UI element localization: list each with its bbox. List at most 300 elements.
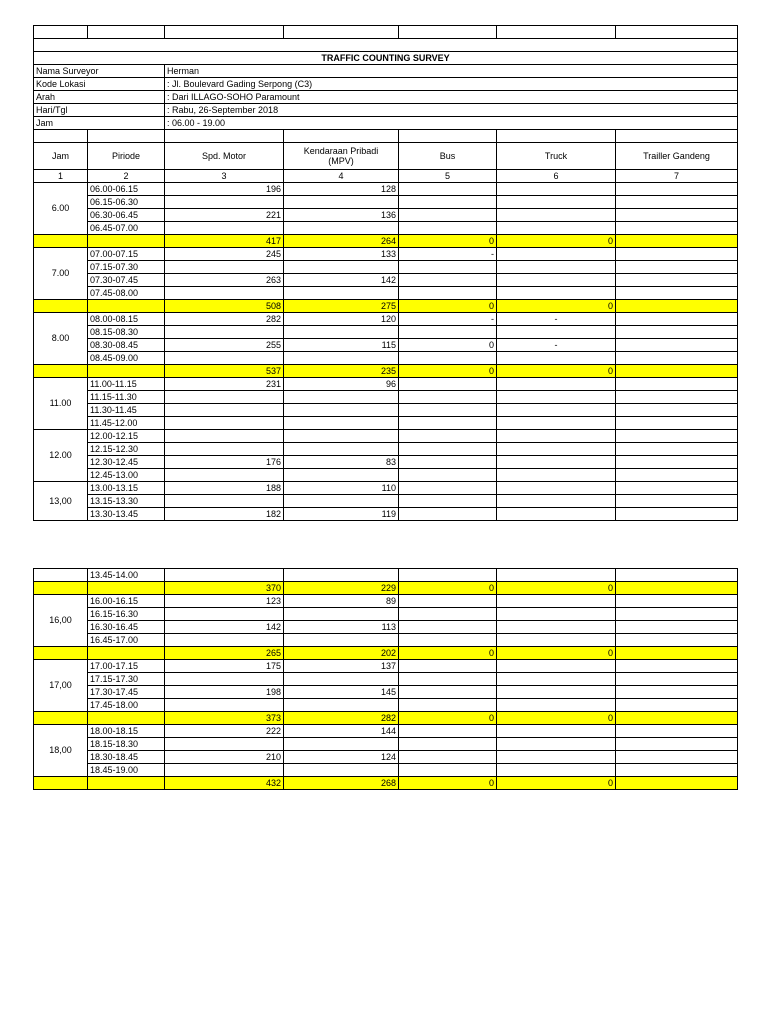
subtotal-row xyxy=(34,712,738,725)
table-row xyxy=(34,326,738,339)
traffic-survey-table-page-2 xyxy=(33,568,738,790)
table-row xyxy=(34,660,738,673)
subtotal-period-cell xyxy=(88,777,165,790)
bus-cell xyxy=(399,183,497,196)
table-row xyxy=(34,699,738,712)
truck-cell xyxy=(497,634,616,647)
trailler-cell xyxy=(616,391,738,404)
period-cell: 07.00-07.15 xyxy=(88,248,165,261)
column-number: 3 xyxy=(165,170,284,183)
period-cell: 13.45-14.00 xyxy=(88,569,165,582)
period-cell: 12.30-12.45 xyxy=(88,456,165,469)
table-row xyxy=(34,634,738,647)
column-number: 4 xyxy=(284,170,399,183)
subtotal-value: 0 xyxy=(399,712,497,725)
trailler-cell xyxy=(616,339,738,352)
info-value: : 06.00 - 19.00 xyxy=(165,117,738,130)
period-cell: 08.45-09.00 xyxy=(88,352,165,365)
truck-cell xyxy=(497,699,616,712)
spd-motor-cell: 282 xyxy=(165,313,284,326)
bus-cell xyxy=(399,608,497,621)
truck-cell xyxy=(497,764,616,777)
truck-cell xyxy=(497,209,616,222)
truck-cell xyxy=(497,608,616,621)
period-cell: 08.15-08.30 xyxy=(88,326,165,339)
table-row xyxy=(34,725,738,738)
table-row xyxy=(34,378,738,391)
jam-cell: 7.00 xyxy=(34,248,88,300)
mpv-cell xyxy=(284,287,399,300)
table-row xyxy=(34,764,738,777)
subtotal-value: 0 xyxy=(497,300,616,313)
subtotal-jam-cell xyxy=(34,777,88,790)
subtotal-value xyxy=(616,365,738,378)
mpv-cell xyxy=(284,391,399,404)
subtotal-value: 0 xyxy=(399,582,497,595)
table-row xyxy=(34,608,738,621)
period-cell: 17.45-18.00 xyxy=(88,699,165,712)
trailler-cell xyxy=(616,443,738,456)
bus-cell xyxy=(399,495,497,508)
column-header: Jam xyxy=(34,143,88,170)
truck-cell xyxy=(497,443,616,456)
trailler-cell xyxy=(616,508,738,521)
table-row xyxy=(34,443,738,456)
period-cell: 07.30-07.45 xyxy=(88,274,165,287)
trailler-cell xyxy=(616,183,738,196)
spd-motor-cell: 196 xyxy=(165,183,284,196)
truck-cell xyxy=(497,430,616,443)
period-cell: 17.30-17.45 xyxy=(88,686,165,699)
table-row xyxy=(34,196,738,209)
subtotal-value: 508 xyxy=(165,300,284,313)
mpv-cell: 144 xyxy=(284,725,399,738)
table-row xyxy=(34,391,738,404)
period-cell: 08.00-08.15 xyxy=(88,313,165,326)
truck-cell xyxy=(497,595,616,608)
trailler-cell xyxy=(616,673,738,686)
bus-cell xyxy=(399,287,497,300)
column-header: Trailler Gandeng xyxy=(616,143,738,170)
bus-cell xyxy=(399,222,497,235)
period-cell: 18.00-18.15 xyxy=(88,725,165,738)
column-number: 5 xyxy=(399,170,497,183)
truck-cell xyxy=(497,621,616,634)
spd-motor-cell: 231 xyxy=(165,378,284,391)
info-row xyxy=(34,104,738,117)
truck-cell xyxy=(497,326,616,339)
trailler-cell xyxy=(616,686,738,699)
bus-cell xyxy=(399,209,497,222)
table-row xyxy=(34,287,738,300)
column-number: 2 xyxy=(88,170,165,183)
spd-motor-cell xyxy=(165,430,284,443)
subtotal-value xyxy=(616,582,738,595)
subtotal-value: 0 xyxy=(399,235,497,248)
bus-cell xyxy=(399,196,497,209)
bus-cell xyxy=(399,378,497,391)
spd-motor-cell xyxy=(165,404,284,417)
jam-cell: 17,00 xyxy=(34,660,88,712)
spd-motor-cell xyxy=(165,469,284,482)
table-row xyxy=(34,751,738,764)
table-row xyxy=(34,313,738,326)
truck-cell: - xyxy=(497,339,616,352)
subtotal-value: 0 xyxy=(399,365,497,378)
trailler-cell xyxy=(616,725,738,738)
truck-cell xyxy=(497,738,616,751)
subtotal-value: 275 xyxy=(284,300,399,313)
period-cell: 11.30-11.45 xyxy=(88,404,165,417)
subtotal-value: 268 xyxy=(284,777,399,790)
truck-cell xyxy=(497,404,616,417)
trailler-cell xyxy=(616,404,738,417)
bus-cell xyxy=(399,738,497,751)
truck-cell xyxy=(497,352,616,365)
spd-motor-cell xyxy=(165,738,284,751)
info-value: Herman xyxy=(165,65,738,78)
subtotal-value: 0 xyxy=(399,300,497,313)
spd-motor-cell: 188 xyxy=(165,482,284,495)
subtotal-value: 432 xyxy=(165,777,284,790)
mpv-cell: 142 xyxy=(284,274,399,287)
subtotal-jam-cell xyxy=(34,647,88,660)
period-cell: 08.30-08.45 xyxy=(88,339,165,352)
truck-cell xyxy=(497,456,616,469)
trailler-cell xyxy=(616,608,738,621)
truck-cell xyxy=(497,261,616,274)
jam-cell: 12.00 xyxy=(34,430,88,482)
mpv-cell xyxy=(284,352,399,365)
info-value: : Jl. Boulevard Gading Serpong (C3) xyxy=(165,78,738,91)
spd-motor-cell xyxy=(165,764,284,777)
info-label: Hari/Tgl xyxy=(34,104,165,117)
mpv-cell: 119 xyxy=(284,508,399,521)
subtotal-row xyxy=(34,647,738,660)
table-row xyxy=(34,569,738,582)
period-cell: 13.15-13.30 xyxy=(88,495,165,508)
spd-motor-cell xyxy=(165,673,284,686)
spd-motor-cell: 182 xyxy=(165,508,284,521)
bus-cell xyxy=(399,443,497,456)
bus-cell xyxy=(399,326,497,339)
period-cell: 11.15-11.30 xyxy=(88,391,165,404)
bus-cell xyxy=(399,482,497,495)
mpv-cell: 120 xyxy=(284,313,399,326)
subtotal-value: 0 xyxy=(497,582,616,595)
truck-cell xyxy=(497,274,616,287)
spd-motor-cell: 123 xyxy=(165,595,284,608)
spd-motor-cell xyxy=(165,287,284,300)
bus-cell xyxy=(399,508,497,521)
period-cell: 18.30-18.45 xyxy=(88,751,165,764)
table-row xyxy=(34,274,738,287)
subtotal-jam-cell xyxy=(34,300,88,313)
subtotal-period-cell xyxy=(88,712,165,725)
info-value: : Dari ILLAGO-SOHO Paramount xyxy=(165,91,738,104)
period-cell: 06.30-06.45 xyxy=(88,209,165,222)
table-row xyxy=(34,738,738,751)
truck-cell xyxy=(497,751,616,764)
spd-motor-cell xyxy=(165,196,284,209)
table-row xyxy=(34,248,738,261)
subtotal-period-cell xyxy=(88,582,165,595)
period-cell: 16.00-16.15 xyxy=(88,595,165,608)
info-label: Nama Surveyor xyxy=(34,65,165,78)
period-cell: 07.15-07.30 xyxy=(88,261,165,274)
trailler-cell xyxy=(616,595,738,608)
trailler-cell xyxy=(616,699,738,712)
period-cell: 17.00-17.15 xyxy=(88,660,165,673)
period-cell: 06.00-06.15 xyxy=(88,183,165,196)
info-row xyxy=(34,78,738,91)
subtotal-value xyxy=(616,300,738,313)
spd-motor-cell xyxy=(165,443,284,456)
truck-cell xyxy=(497,508,616,521)
period-cell: 06.15-06.30 xyxy=(88,196,165,209)
subtotal-row xyxy=(34,300,738,313)
period-cell: 07.45-08.00 xyxy=(88,287,165,300)
blank-row xyxy=(34,39,738,52)
truck-cell xyxy=(497,660,616,673)
mpv-cell xyxy=(284,326,399,339)
period-cell: 06.45-07.00 xyxy=(88,222,165,235)
table-row xyxy=(34,508,738,521)
period-cell: 16.30-16.45 xyxy=(88,621,165,634)
subtotal-value: 0 xyxy=(399,647,497,660)
info-row xyxy=(34,65,738,78)
spd-motor-cell xyxy=(165,634,284,647)
period-cell: 12.15-12.30 xyxy=(88,443,165,456)
trailler-cell xyxy=(616,287,738,300)
subtotal-value: 370 xyxy=(165,582,284,595)
bus-cell xyxy=(399,417,497,430)
mpv-cell xyxy=(284,699,399,712)
spd-motor-cell: 255 xyxy=(165,339,284,352)
column-header-row xyxy=(34,143,738,170)
spd-motor-cell: 263 xyxy=(165,274,284,287)
bus-cell xyxy=(399,621,497,634)
period-cell: 17.15-17.30 xyxy=(88,673,165,686)
trailler-cell xyxy=(616,569,738,582)
jam-cell: 18,00 xyxy=(34,725,88,777)
mpv-cell: 137 xyxy=(284,660,399,673)
bus-cell xyxy=(399,673,497,686)
trailler-cell xyxy=(616,621,738,634)
subtotal-period-cell xyxy=(88,235,165,248)
table-row xyxy=(34,469,738,482)
mpv-cell xyxy=(284,469,399,482)
subtotal-value: 537 xyxy=(165,365,284,378)
info-value: : Rabu, 26-September 2018 xyxy=(165,104,738,117)
table-row xyxy=(34,430,738,443)
subtotal-period-cell xyxy=(88,647,165,660)
bus-cell xyxy=(399,274,497,287)
mpv-cell: 124 xyxy=(284,751,399,764)
table-row xyxy=(34,404,738,417)
bus-cell xyxy=(399,686,497,699)
info-row xyxy=(34,117,738,130)
trailler-cell xyxy=(616,469,738,482)
spd-motor-cell xyxy=(165,608,284,621)
subtotal-value: 229 xyxy=(284,582,399,595)
info-row xyxy=(34,91,738,104)
trailler-cell xyxy=(616,326,738,339)
jam-cell: 8.00 xyxy=(34,313,88,365)
mpv-cell xyxy=(284,673,399,686)
mpv-cell: 115 xyxy=(284,339,399,352)
truck-cell xyxy=(497,725,616,738)
trailler-cell xyxy=(616,313,738,326)
mpv-cell: 133 xyxy=(284,248,399,261)
spd-motor-cell: 142 xyxy=(165,621,284,634)
jam-cell: 16,00 xyxy=(34,595,88,647)
period-cell: 13.30-13.45 xyxy=(88,508,165,521)
bus-cell xyxy=(399,569,497,582)
spd-motor-cell: 198 xyxy=(165,686,284,699)
truck-cell xyxy=(497,287,616,300)
mpv-cell xyxy=(284,634,399,647)
column-number: 7 xyxy=(616,170,738,183)
mpv-cell: 96 xyxy=(284,378,399,391)
bus-cell xyxy=(399,764,497,777)
subtotal-value: 264 xyxy=(284,235,399,248)
mpv-cell: 136 xyxy=(284,209,399,222)
subtotal-value: 0 xyxy=(497,712,616,725)
mpv-cell xyxy=(284,495,399,508)
subtotal-value: 265 xyxy=(165,647,284,660)
bus-cell xyxy=(399,469,497,482)
trailler-cell xyxy=(616,378,738,391)
survey-title: TRAFFIC COUNTING SURVEY xyxy=(34,52,738,65)
table-row xyxy=(34,686,738,699)
truck-cell: - xyxy=(497,313,616,326)
table-row xyxy=(34,339,738,352)
bus-cell xyxy=(399,391,497,404)
mpv-cell xyxy=(284,443,399,456)
spd-motor-cell xyxy=(165,495,284,508)
bus-cell xyxy=(399,699,497,712)
truck-cell xyxy=(497,686,616,699)
subtotal-row xyxy=(34,777,738,790)
trailler-cell xyxy=(616,261,738,274)
mpv-cell xyxy=(284,569,399,582)
period-cell: 12.45-13.00 xyxy=(88,469,165,482)
spd-motor-cell xyxy=(165,352,284,365)
table-row xyxy=(34,595,738,608)
trailler-cell xyxy=(616,417,738,430)
table-row xyxy=(34,222,738,235)
blank-row xyxy=(34,130,738,143)
table-row xyxy=(34,183,738,196)
truck-cell xyxy=(497,248,616,261)
period-cell: 16.15-16.30 xyxy=(88,608,165,621)
truck-cell xyxy=(497,196,616,209)
mpv-cell: 145 xyxy=(284,686,399,699)
jam-cell: 6.00 xyxy=(34,183,88,235)
column-number: 6 xyxy=(497,170,616,183)
title-row xyxy=(34,52,738,65)
subtotal-value: 202 xyxy=(284,647,399,660)
subtotal-row xyxy=(34,235,738,248)
spd-motor-cell xyxy=(165,261,284,274)
period-cell: 18.15-18.30 xyxy=(88,738,165,751)
period-cell: 11.45-12.00 xyxy=(88,417,165,430)
truck-cell xyxy=(497,482,616,495)
truck-cell xyxy=(497,378,616,391)
blank-top-row xyxy=(34,26,738,39)
spd-motor-cell xyxy=(165,222,284,235)
spd-motor-cell: 176 xyxy=(165,456,284,469)
spd-motor-cell xyxy=(165,569,284,582)
subtotal-value: 0 xyxy=(399,777,497,790)
mpv-cell xyxy=(284,261,399,274)
truck-cell xyxy=(497,417,616,430)
subtotal-value: 373 xyxy=(165,712,284,725)
trailler-cell xyxy=(616,196,738,209)
truck-cell xyxy=(497,469,616,482)
truck-cell xyxy=(497,495,616,508)
jam-cell: 13,00 xyxy=(34,482,88,521)
subtotal-row xyxy=(34,365,738,378)
period-cell: 13.00-13.15 xyxy=(88,482,165,495)
jam-cell: 11.00 xyxy=(34,378,88,430)
jam-cell xyxy=(34,569,88,582)
table-row xyxy=(34,261,738,274)
info-label: Arah xyxy=(34,91,165,104)
subtotal-value: 0 xyxy=(497,235,616,248)
bus-cell xyxy=(399,352,497,365)
mpv-cell: 128 xyxy=(284,183,399,196)
table-row xyxy=(34,352,738,365)
mpv-cell xyxy=(284,196,399,209)
bus-cell xyxy=(399,456,497,469)
traffic-survey-table-page-1 xyxy=(33,25,738,521)
info-label: Jam xyxy=(34,117,165,130)
table-row xyxy=(34,209,738,222)
column-number-row xyxy=(34,170,738,183)
subtotal-jam-cell xyxy=(34,365,88,378)
mpv-cell xyxy=(284,430,399,443)
trailler-cell xyxy=(616,660,738,673)
bus-cell xyxy=(399,261,497,274)
trailler-cell xyxy=(616,764,738,777)
subtotal-value xyxy=(616,235,738,248)
bus-cell: - xyxy=(399,313,497,326)
table-row xyxy=(34,456,738,469)
trailler-cell xyxy=(616,352,738,365)
bus-cell xyxy=(399,634,497,647)
spd-motor-cell xyxy=(165,417,284,430)
spd-motor-cell: 175 xyxy=(165,660,284,673)
spd-motor-cell: 245 xyxy=(165,248,284,261)
period-cell: 12.00-12.15 xyxy=(88,430,165,443)
subtotal-value xyxy=(616,647,738,660)
truck-cell xyxy=(497,391,616,404)
bus-cell xyxy=(399,595,497,608)
column-header: Spd. Motor xyxy=(165,143,284,170)
truck-cell xyxy=(497,569,616,582)
mpv-cell xyxy=(284,764,399,777)
spd-motor-cell xyxy=(165,391,284,404)
subtotal-value: 235 xyxy=(284,365,399,378)
subtotal-value: 282 xyxy=(284,712,399,725)
trailler-cell xyxy=(616,456,738,469)
trailler-cell xyxy=(616,430,738,443)
spd-motor-cell xyxy=(165,326,284,339)
bus-cell xyxy=(399,660,497,673)
mpv-cell xyxy=(284,738,399,751)
